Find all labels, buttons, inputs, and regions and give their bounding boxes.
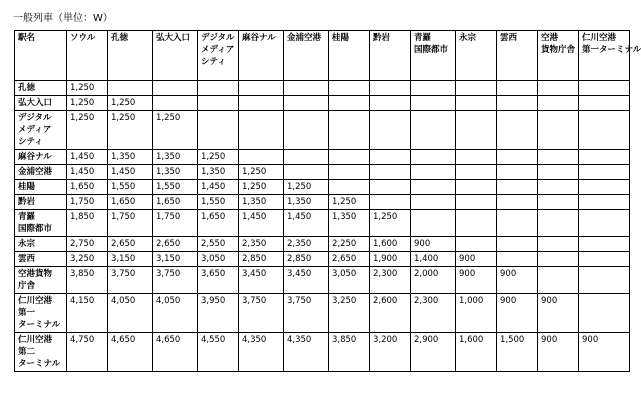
fare-cell: 900 <box>538 333 579 372</box>
fare-cell <box>411 96 456 111</box>
table-row <box>15 294 630 333</box>
table-caption: 一般列車（単位：W） <box>13 13 113 24</box>
fare-cell: 4,650 <box>153 333 198 372</box>
fare-cell: 3,850 <box>329 333 370 372</box>
table-row <box>15 165 630 180</box>
fare-cell: 3,850 <box>67 267 108 294</box>
header-cell <box>153 31 198 81</box>
header-cell <box>538 31 579 81</box>
fare-cell: 1,600 <box>456 333 497 372</box>
fare-cell: 3,150 <box>153 252 198 267</box>
fare-cell <box>497 96 538 111</box>
fare-cell: 1,450 <box>198 180 239 195</box>
fare-cell <box>456 96 497 111</box>
cell-text-line: 桂陽 <box>18 182 36 192</box>
fare-cell <box>456 210 497 237</box>
fare-cell <box>411 150 456 165</box>
fare-cell: 1,450 <box>108 165 153 180</box>
table-row <box>15 96 630 111</box>
cell-text-line: メディア <box>201 45 235 55</box>
fare-cell: 2,300 <box>411 294 456 333</box>
fare-cell <box>538 267 579 294</box>
fare-cell <box>329 150 370 165</box>
fare-cell <box>284 165 329 180</box>
cell-text-line: 空港貨物 <box>18 269 53 279</box>
cell-text-line: 仁川空港 <box>582 33 617 43</box>
fare-cell <box>329 96 370 111</box>
fare-cell <box>538 81 579 96</box>
fare-cell: 3,750 <box>153 267 198 294</box>
fare-cell <box>497 111 538 150</box>
fare-cell: 1,250 <box>108 96 153 111</box>
fare-cell <box>370 81 411 96</box>
fare-cell: 4,050 <box>108 294 153 333</box>
header-cell <box>411 31 456 81</box>
fare-cell: 2,250 <box>329 237 370 252</box>
fare-cell: 1,250 <box>370 210 411 237</box>
fare-cell: 1,350 <box>329 210 370 237</box>
cell-text-line: 青羅 <box>18 212 36 222</box>
cell-text-line: 国際都市 <box>18 224 53 234</box>
row-station-name <box>15 267 67 294</box>
table-row <box>15 267 630 294</box>
cell-text-line: 麻谷ナル <box>18 152 52 162</box>
table-row <box>15 210 630 237</box>
row-station-name <box>15 96 67 111</box>
fare-cell <box>579 252 630 267</box>
fare-cell <box>579 150 630 165</box>
header-cell <box>284 31 329 81</box>
row-station-name <box>15 81 67 96</box>
cell-text-line: 黔岩 <box>373 33 391 43</box>
fare-cell: 1,250 <box>239 180 284 195</box>
fare-cell: 3,450 <box>284 267 329 294</box>
fare-cell: 1,250 <box>67 81 108 96</box>
header-cell-station-name: 駅名 <box>15 31 67 81</box>
table-row <box>15 180 630 195</box>
fare-cell <box>538 210 579 237</box>
table-row <box>15 81 630 96</box>
cell-text-line: メディア <box>18 125 52 135</box>
cell-text-line: 第一ターミナル <box>582 45 641 55</box>
fare-cell <box>456 180 497 195</box>
fare-cell: 1,250 <box>108 111 153 150</box>
cell-text-line: 青羅 <box>414 33 432 43</box>
fare-cell <box>579 111 630 150</box>
cell-text-line: 貨物庁舎 <box>541 45 576 55</box>
fare-cell: 1,250 <box>198 150 239 165</box>
header-cell <box>198 31 239 81</box>
fare-cell <box>411 180 456 195</box>
cell-text-line: ソウル <box>70 33 96 43</box>
fare-cell: 900 <box>579 333 630 372</box>
fare-cell <box>411 111 456 150</box>
fare-cell: 900 <box>497 267 538 294</box>
fare-cell <box>411 81 456 96</box>
row-station-name <box>15 195 67 210</box>
fare-cell <box>329 180 370 195</box>
header-cell <box>456 31 497 81</box>
cell-text-line: シティ <box>18 137 43 147</box>
cell-text-line: 孔徳 <box>18 83 36 93</box>
fare-cell <box>411 165 456 180</box>
fare-cell <box>370 195 411 210</box>
fare-cell <box>329 111 370 150</box>
fare-cell <box>497 165 538 180</box>
cell-text-line: 弘大入口 <box>18 98 53 108</box>
cell-text-line: 桂陽 <box>332 33 350 43</box>
fare-cell <box>198 96 239 111</box>
fare-cell <box>497 180 538 195</box>
cell-text-line: 永宗 <box>18 239 36 249</box>
fare-cell: 1,400 <box>411 252 456 267</box>
fare-cell <box>284 111 329 150</box>
fare-cell <box>198 81 239 96</box>
fare-cell <box>411 210 456 237</box>
fare-cell: 900 <box>456 267 497 294</box>
table-row <box>15 333 630 372</box>
fare-cell <box>284 96 329 111</box>
cell-text-line: 空港 <box>541 33 559 43</box>
fare-cell: 2,600 <box>370 294 411 333</box>
cell-text-line: 庁舎 <box>18 281 36 291</box>
fare-cell: 1,750 <box>67 195 108 210</box>
fare-cell <box>153 81 198 96</box>
cell-text-line: 仁川空港 <box>18 335 53 345</box>
fare-cell <box>497 195 538 210</box>
fare-cell: 2,650 <box>329 252 370 267</box>
cell-text-line: ターミナル <box>18 359 61 369</box>
fare-table-body <box>15 31 641 372</box>
fare-cell <box>538 252 579 267</box>
row-station-name <box>15 150 67 165</box>
fare-cell <box>579 180 630 195</box>
fare-cell <box>456 195 497 210</box>
cell-text-line: デジタル <box>18 113 52 123</box>
fare-cell: 3,650 <box>198 267 239 294</box>
fare-cell <box>239 81 284 96</box>
fare-cell: 4,350 <box>284 333 329 372</box>
cell-text-line: 雲西 <box>500 33 518 43</box>
fare-cell: 1,250 <box>329 195 370 210</box>
cell-text-line: 金浦空港 <box>287 33 322 43</box>
fare-cell <box>370 150 411 165</box>
fare-cell: 3,750 <box>284 294 329 333</box>
fare-cell: 1,550 <box>108 180 153 195</box>
fare-cell: 1,500 <box>497 333 538 372</box>
fare-cell <box>538 237 579 252</box>
cell-text-line: 黔岩 <box>18 197 36 207</box>
cell-text-line: シティ <box>201 57 226 67</box>
fare-cell: 1,550 <box>198 195 239 210</box>
fare-cell <box>411 195 456 210</box>
fare-cell: 4,350 <box>239 333 284 372</box>
row-station-name <box>15 294 67 333</box>
fare-cell: 2,300 <box>370 267 411 294</box>
fare-cell: 2,350 <box>284 237 329 252</box>
fare-cell: 1,650 <box>108 195 153 210</box>
cell-text-line: デジタル <box>201 33 235 43</box>
fare-cell <box>108 81 153 96</box>
fare-cell <box>456 111 497 150</box>
fare-cell: 1,600 <box>370 237 411 252</box>
fare-table <box>14 30 641 372</box>
fare-cell: 900 <box>456 252 497 267</box>
fare-cell <box>579 96 630 111</box>
fare-cell: 1,450 <box>67 150 108 165</box>
fare-cell <box>579 237 630 252</box>
fare-cell: 1,000 <box>456 294 497 333</box>
cell-text-line: 永宗 <box>459 33 477 43</box>
fare-cell: 1,350 <box>108 150 153 165</box>
row-station-name <box>15 333 67 372</box>
fare-cell: 4,050 <box>153 294 198 333</box>
fare-cell: 3,250 <box>329 294 370 333</box>
fare-cell <box>456 81 497 96</box>
cell-text-line: 国際都市 <box>414 45 449 55</box>
cell-text-line: 麻谷ナル <box>242 33 276 43</box>
fare-cell: 3,950 <box>198 294 239 333</box>
fare-cell: 3,150 <box>108 252 153 267</box>
fare-cell <box>579 165 630 180</box>
fare-cell <box>497 237 538 252</box>
fare-cell <box>370 180 411 195</box>
fare-cell: 1,550 <box>153 180 198 195</box>
fare-cell: 1,250 <box>67 96 108 111</box>
fare-cell: 900 <box>411 237 456 252</box>
fare-cell <box>497 81 538 96</box>
fare-cell: 2,550 <box>198 237 239 252</box>
header-cell <box>497 31 538 81</box>
table-row <box>15 111 630 150</box>
fare-cell <box>579 294 630 333</box>
fare-cell <box>153 96 198 111</box>
table-row <box>15 150 630 165</box>
fare-cell <box>456 165 497 180</box>
fare-cell: 3,450 <box>239 267 284 294</box>
fare-cell: 1,650 <box>198 210 239 237</box>
cell-text-line: 第一 <box>18 308 36 318</box>
fare-cell: 3,250 <box>67 252 108 267</box>
fare-cell <box>538 111 579 150</box>
fare-cell: 1,350 <box>153 150 198 165</box>
header-cell <box>239 31 284 81</box>
fare-cell: 4,750 <box>67 333 108 372</box>
fare-cell: 4,650 <box>108 333 153 372</box>
fare-cell <box>370 111 411 150</box>
table-row <box>15 237 630 252</box>
fare-cell: 2,850 <box>284 252 329 267</box>
cell-text-line: 金浦空港 <box>18 167 53 177</box>
fare-cell: 1,650 <box>153 195 198 210</box>
fare-cell <box>329 165 370 180</box>
row-station-name <box>15 210 67 237</box>
fare-cell <box>579 267 630 294</box>
header-cell <box>329 31 370 81</box>
header-cell <box>579 31 641 81</box>
fare-cell: 900 <box>497 294 538 333</box>
table-row <box>15 252 630 267</box>
fare-cell: 1,450 <box>239 210 284 237</box>
header-row <box>15 31 630 81</box>
fare-cell: 4,550 <box>198 333 239 372</box>
fare-cell: 1,350 <box>198 165 239 180</box>
fare-cell <box>579 210 630 237</box>
fare-cell <box>284 81 329 96</box>
fare-cell: 1,750 <box>108 210 153 237</box>
fare-cell <box>370 96 411 111</box>
fare-cell: 2,900 <box>411 333 456 372</box>
fare-cell: 1,450 <box>284 210 329 237</box>
fare-cell: 3,750 <box>239 294 284 333</box>
cell-text-line: 第二 <box>18 347 36 357</box>
fare-cell: 1,750 <box>153 210 198 237</box>
fare-cell <box>239 150 284 165</box>
fare-cell <box>456 150 497 165</box>
fare-cell: 2,000 <box>411 267 456 294</box>
fare-cell: 3,050 <box>329 267 370 294</box>
row-station-name <box>15 165 67 180</box>
fare-cell: 1,250 <box>67 111 108 150</box>
cell-text-line: 弘大入口 <box>156 33 191 43</box>
header-cell <box>370 31 411 81</box>
fare-cell: 1,250 <box>239 165 284 180</box>
fare-cell: 1,900 <box>370 252 411 267</box>
fare-cell: 3,200 <box>370 333 411 372</box>
fare-cell <box>538 165 579 180</box>
fare-cell <box>456 237 497 252</box>
fare-cell <box>579 81 630 96</box>
fare-cell: 1,250 <box>153 111 198 150</box>
row-station-name <box>15 180 67 195</box>
fare-cell: 2,350 <box>239 237 284 252</box>
fare-cell <box>497 210 538 237</box>
table-row <box>15 195 630 210</box>
fare-cell: 1,850 <box>67 210 108 237</box>
fare-cell <box>497 150 538 165</box>
fare-cell <box>538 180 579 195</box>
header-cell <box>67 31 108 81</box>
fare-cell <box>538 150 579 165</box>
fare-cell <box>579 195 630 210</box>
fare-cell <box>284 150 329 165</box>
fare-cell: 900 <box>538 294 579 333</box>
fare-cell <box>497 252 538 267</box>
fare-cell <box>239 96 284 111</box>
header-cell <box>108 31 153 81</box>
cell-text-line: 孔徳 <box>111 33 129 43</box>
fare-cell <box>538 96 579 111</box>
fare-cell <box>198 111 239 150</box>
fare-cell: 4,150 <box>67 294 108 333</box>
row-station-name <box>15 111 67 150</box>
fare-cell: 2,650 <box>153 237 198 252</box>
fare-cell: 3,750 <box>108 267 153 294</box>
fare-cell: 3,050 <box>198 252 239 267</box>
row-station-name <box>15 252 67 267</box>
fare-cell: 2,650 <box>108 237 153 252</box>
row-station-name <box>15 237 67 252</box>
cell-text-line: 仁川空港 <box>18 296 53 306</box>
fare-cell: 1,350 <box>239 195 284 210</box>
fare-cell: 1,350 <box>153 165 198 180</box>
fare-cell: 1,350 <box>284 195 329 210</box>
fare-cell: 1,650 <box>67 180 108 195</box>
fare-cell <box>329 81 370 96</box>
fare-cell <box>239 111 284 150</box>
fare-cell: 1,250 <box>284 180 329 195</box>
fare-cell: 2,750 <box>67 237 108 252</box>
cell-text-line: ターミナル <box>18 320 61 330</box>
fare-cell <box>370 165 411 180</box>
fare-cell: 2,850 <box>239 252 284 267</box>
fare-cell <box>538 195 579 210</box>
fare-cell: 1,450 <box>67 165 108 180</box>
cell-text-line: 雲西 <box>18 254 36 264</box>
